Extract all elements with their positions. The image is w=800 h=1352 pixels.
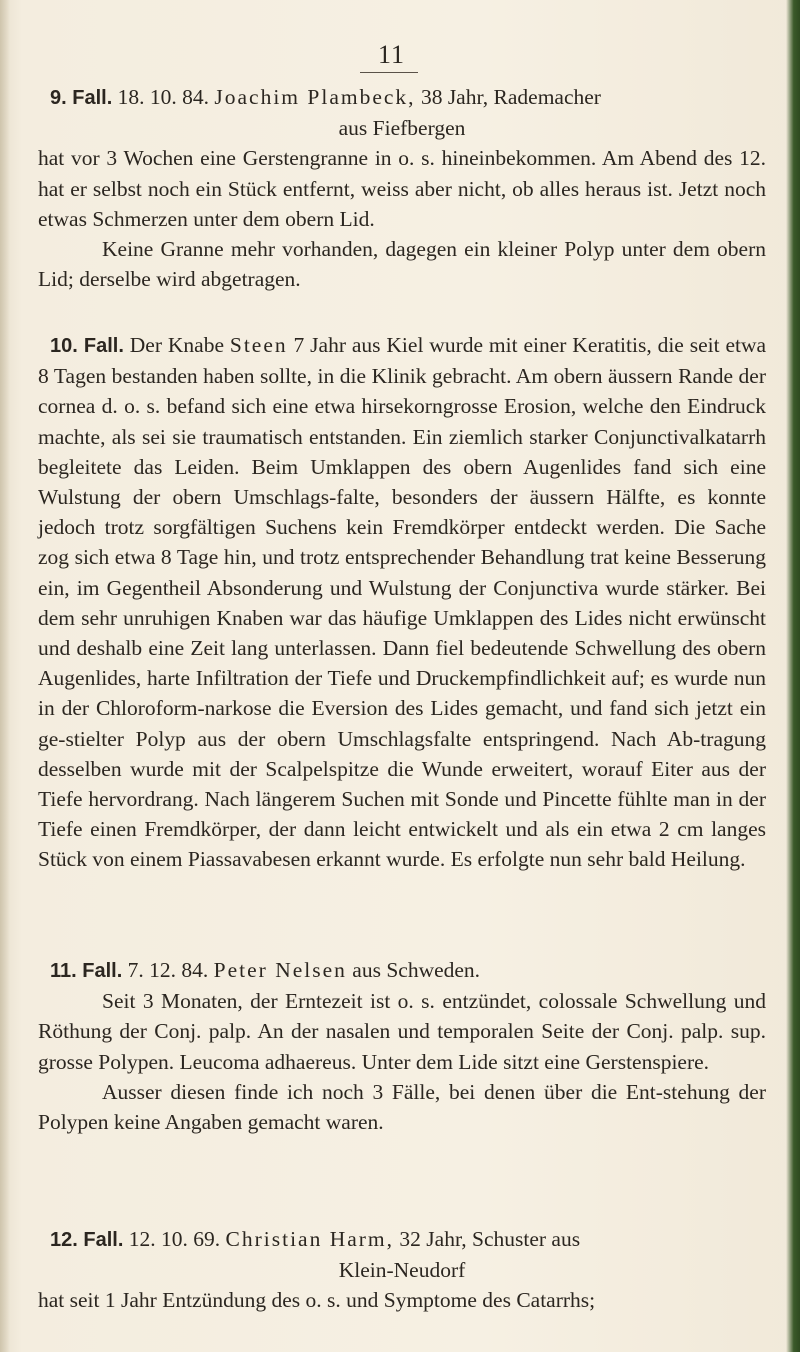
case-10-number: 10. Fall. xyxy=(50,335,124,357)
case-10-body: 7 Jahr aus Kiel wurde mit einer Keratitis, die seit etwa 8 Tagen bestanden haben sollte, in die Klinik gebracht. Am obern äussern Rande der cornea d. o. s. befand sich eine etwa hirsekorngrosse Erosion, welche den Eindruck machte, als sei sie traumatisch entstanden. Ein ziemlich starker Conjunctivalkatarrh begleitete das Leiden. Beim Umklappen des obern Augenlides fand sich eine Wulstung der obern Umschlags-falte, besonders der äussern Hälfte, es konnte jedoch trotz sorgfältigen Suchens kein Fremdkörper entdeckt werden. Die Sache zog sich etwa 8 Tage hin, und trotz entsprechender Behandlung trat keine Besserung ein, im Gegentheil Absonderung und Wulstung der Conjunctiva wurde stärker. Bei dem sehr unruhigen Knaben war das häufige Umklappen des Lides nicht erwünscht und deshalb eine Zeit lang unterlassen. Dann fiel bedeutende Schwellung des obern Augenlides, harte Infiltration der Tiefe und Druckempfindlichkeit auf; es wurde nun in der Chloroform-narkose die Eversion des Lides gemacht, und fand sich jetzt ein ge-stielter Polyp aus der obern Umschlagsfalte entspringend. Nach Ab-tragung desselben wurde mit der Scalpelspitze die Wunde erweitert, worauf Eiter aus der Tiefe hervordrang. Nach längerem Suchen mit Sonde und Pincette fühlte man in der Tiefe einen Fremdkörper, der dann leicht entwickelt und als ein etwa 2 cm langes Stück von einem Piassavabesen erkannt wurde. Es erfolgte nun sehr bald Heilung. xyxy=(38,333,767,872)
case-12-number: 12. Fall. xyxy=(50,1229,124,1251)
case-10 xyxy=(38,330,766,875)
case-12-body: hat seit 1 Jahr Entzündung des o. s. und Symptome des Catarrhs; xyxy=(38,1288,596,1313)
case-12 xyxy=(38,1224,766,1316)
case-10-patient-name: Steen xyxy=(229,333,288,357)
case-11-date: 7. 12. 84. xyxy=(127,958,209,982)
case-9-number: 9. Fall. xyxy=(50,87,113,109)
case-12-origin: Klein-Neudorf xyxy=(338,1258,466,1283)
case-11-origin: aus Schweden. xyxy=(352,958,481,982)
case-11 xyxy=(38,955,766,1137)
case-11-patient-name: Peter Nelsen xyxy=(213,958,347,982)
case-12-heading xyxy=(38,1224,766,1255)
case-9-date: 18. 10. 84. xyxy=(117,85,209,109)
case-9-origin: aus Fiefbergen xyxy=(338,116,466,141)
page-edge xyxy=(786,0,800,1352)
case-9-patient-name: Joachim Plambeck, xyxy=(214,85,416,109)
case-10-paragraph xyxy=(38,330,766,875)
case-11-heading xyxy=(38,955,766,986)
case-12-date: 12. 10. 69. xyxy=(128,1227,221,1251)
page-number: 11 xyxy=(378,40,406,69)
case-10-intro: Der Knabe xyxy=(129,333,224,357)
case-9-heading xyxy=(38,82,766,113)
case-9-body-2: Keine Granne mehr vorhanden, dagegen ein kleiner Polyp unter dem obern Lid; derselbe wird abgetragen. xyxy=(38,237,766,292)
page-number-underline xyxy=(360,72,418,73)
case-11-note: Ausser diesen finde ich noch 3 Fälle, bei denen über die Ent-stehung der Polypen keine Angaben gemacht waren. xyxy=(38,1079,766,1135)
case-11-body: Seit 3 Monaten, der Erntezeit ist o. s. entzündet, colossale Schwellung und Röthung der Conj. palp. An der nasalen und temporalen Seite der Conj. palp. sup. grosse Polypen. Leucoma adhaereus. Unter dem Lide sitzt eine Gerstenspiere. xyxy=(38,989,766,1074)
case-12-patient-info: 32 Jahr, Schuster aus xyxy=(399,1227,581,1251)
case-9-patient-info: 38 Jahr, Rademacher xyxy=(420,85,601,109)
case-9-body: hat vor 3 Wochen eine Gerstengranne in o. s. hineinbekommen. Am Abend des 12. hat er selbst noch ein Stück entfernt, weiss aber nicht, ob alles heraus ist. Jetzt noch etwas Schmerzen unter dem obern Lid. xyxy=(38,146,766,231)
case-12-patient-name: Christian Harm, xyxy=(225,1227,395,1251)
binding-shadow xyxy=(0,0,10,1352)
case-9 xyxy=(38,82,766,294)
case-11-number: 11. Fall. xyxy=(50,960,123,982)
